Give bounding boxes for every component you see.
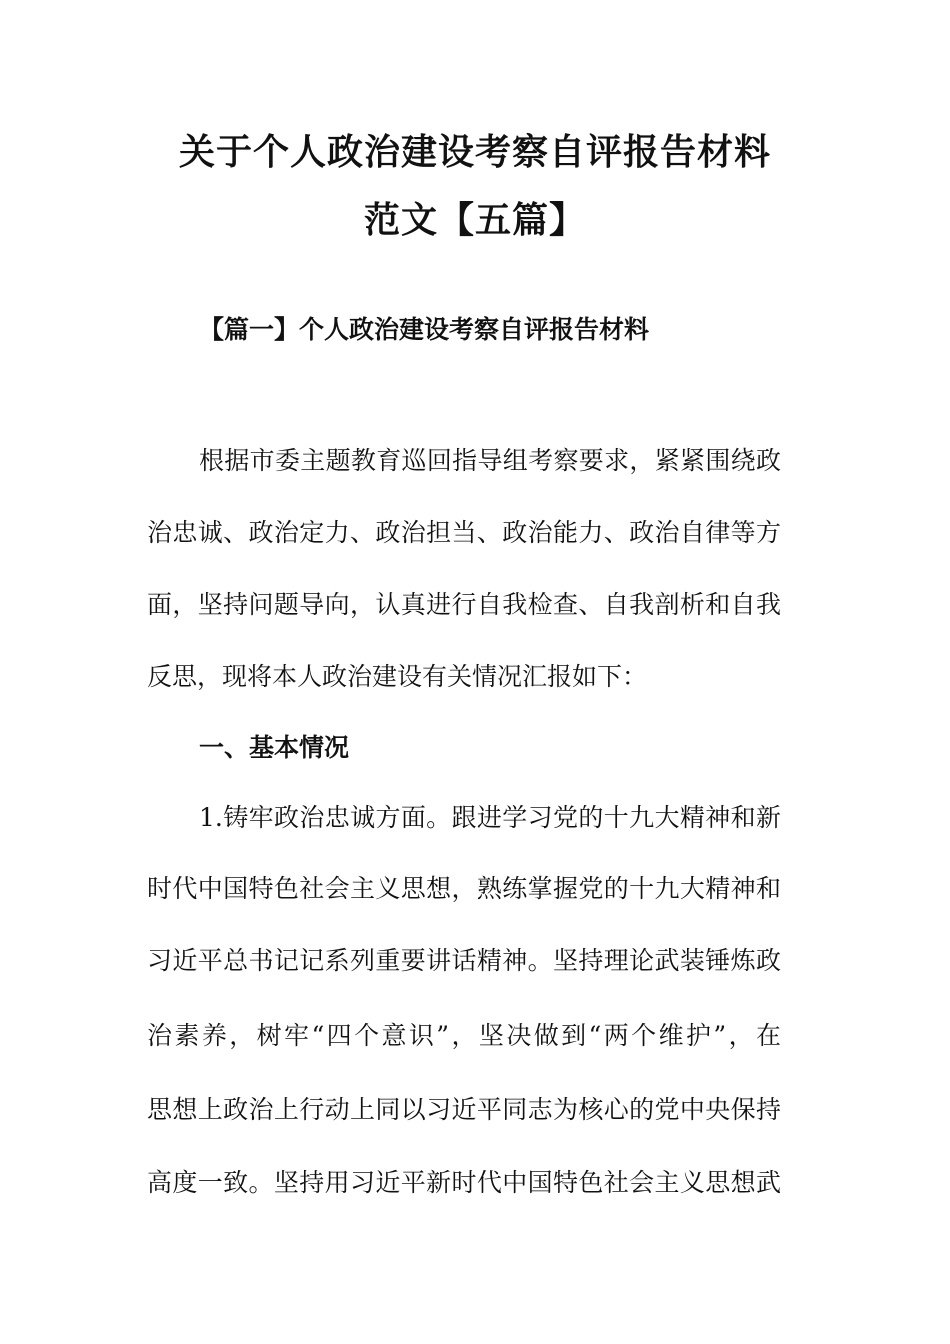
intro-line: 治忠诚、政治定力、政治担当、政治能力、政治自律等方 (147, 518, 781, 547)
point1-line: 思想上政治上行动上同以习近平同志为核心的党中央保持 (147, 1095, 781, 1124)
intro-line: 反思，现将本人政治建设有关情况汇报如下： (147, 662, 648, 691)
document-title-line-1: 关于个人政治建设考察自评报告材料 (178, 132, 771, 173)
point1-line: 治素养，树牢“四个意识”，坚决做到“两个维护”，在 (147, 1021, 781, 1050)
point1-line: 习近平总书记记系列重要讲话精神。坚持理论武装锤炼政 (147, 946, 781, 975)
section-heading: 【篇一】个人政治建设考察自评报告材料 (199, 315, 650, 344)
document-title-line-2: 范文【五篇】 (363, 200, 586, 241)
intro-line: 面，坚持问题导向，认真进行自我检查、自我剖析和自我 (147, 590, 781, 619)
point1-line: 高度一致。坚持用习近平新时代中国特色社会主义思想武 (147, 1168, 781, 1197)
intro-line: 根据市委主题教育巡回指导组考察要求，紧紧围绕政 (199, 446, 781, 475)
subheading-basic-situation: 一、基本情况 (199, 733, 350, 762)
point1-line: 时代中国特色社会主义思想，熟练掌握党的十九大精神和 (147, 874, 781, 903)
point1-line: 1.铸牢政治忠诚方面。跟进学习党的十九大精神和新 (199, 803, 781, 832)
